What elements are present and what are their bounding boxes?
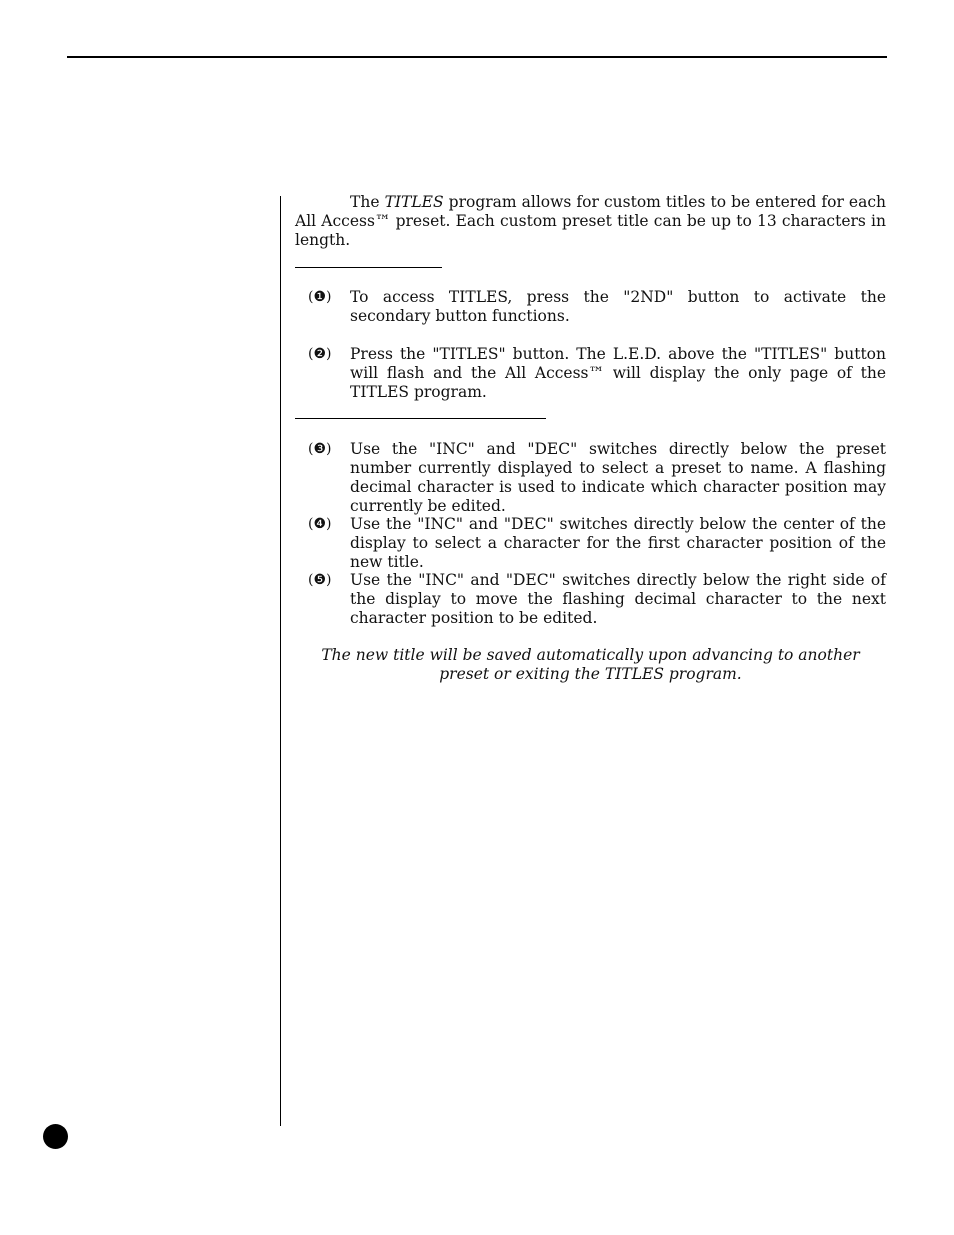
step-text: Use the "INC" and "DEC" switches directly below the preset number currently displayed to select a preset to name. A flashing decimal character is used to indicate which character position may currently be edited. (350, 440, 886, 515)
step-3 (308, 440, 886, 516)
step-text: Press the "TITLES" button. The L.E.D. above the "TITLES" button will flash and the All Access™ will display the only page of the TITLES program. (350, 345, 886, 401)
step-number: (❹) (308, 516, 332, 532)
step-text: Use the "INC" and "DEC" switches directly below the center of the display to select a character for the first character position of the new title. (350, 515, 886, 571)
section-heading-rule-2 (295, 418, 546, 419)
margin-rule (280, 196, 281, 1126)
program-name: TITLES (384, 193, 444, 211)
intro-paragraph: The TITLES program allows for custom titles to be entered for each All Access™ preset. Each custom preset title can be up to 13 characters in length. (295, 193, 886, 249)
step-number: (❸) (308, 441, 332, 457)
italic-note: The new title will be saved automatically upon advancing to another preset or exiting the TITLES program. (321, 646, 860, 683)
step-text: To access TITLES, press the "2ND" button to activate the secondary button functions. (350, 288, 886, 325)
top-rule (67, 56, 887, 58)
section-heading-rule-1 (295, 267, 442, 268)
step-4 (308, 515, 886, 572)
step-2 (308, 345, 886, 402)
step-5 (308, 571, 886, 628)
step-text: Use the "INC" and "DEC" switches directly below the right side of the display to move the flashing decimal character to the next character position to be edited. (350, 571, 886, 627)
step-number: (❺) (308, 572, 332, 588)
step-1 (308, 288, 886, 326)
step-number: (❶) (308, 289, 332, 305)
step-number: (❷) (308, 346, 332, 362)
page-number-dot (43, 1124, 68, 1149)
